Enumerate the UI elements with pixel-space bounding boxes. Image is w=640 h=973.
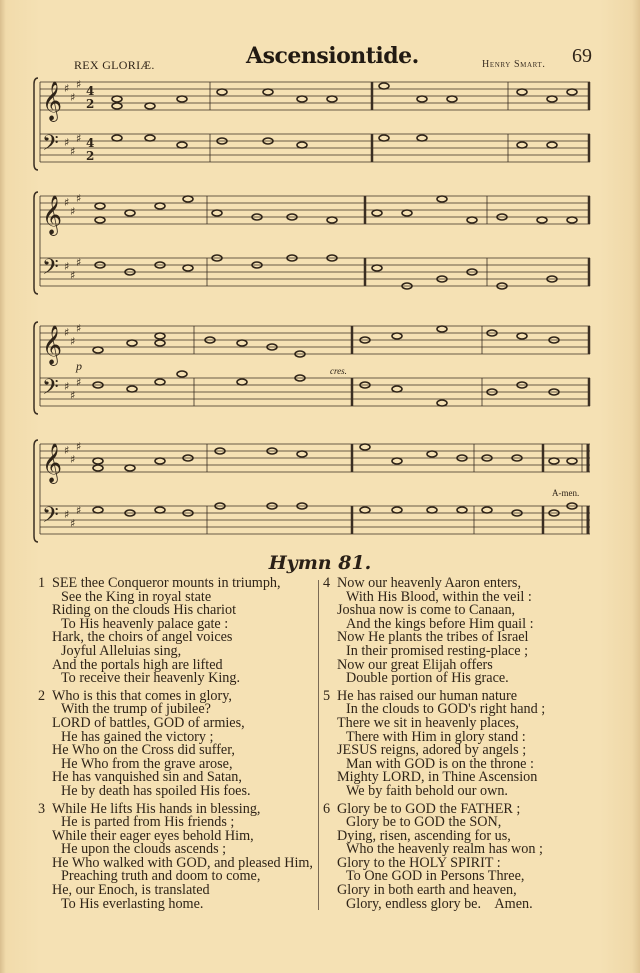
music-system-1 bbox=[32, 74, 597, 174]
dynamic-piano: p bbox=[76, 359, 82, 373]
verse-line: See the King in royal state bbox=[61, 588, 212, 605]
verse-line: To His everlasting home. bbox=[61, 895, 204, 912]
svg-text:𝄞: 𝄞 bbox=[42, 81, 63, 121]
svg-text:♯: ♯ bbox=[70, 145, 76, 158]
verse-4 bbox=[323, 577, 603, 686]
verse-line: Glory in both earth and heaven, bbox=[337, 882, 517, 899]
svg-text:𝄞: 𝄞 bbox=[42, 195, 63, 235]
verse-line: He has raised our human nature bbox=[337, 687, 518, 704]
svg-text:♯: ♯ bbox=[76, 78, 82, 91]
verse-line: He by death has spoiled His foes. bbox=[61, 782, 251, 799]
verse-line: And the kings before Him quail : bbox=[346, 615, 534, 632]
verses-right-column bbox=[323, 577, 603, 915]
svg-text:♯: ♯ bbox=[64, 196, 70, 209]
verse-line: And the portals high are lifted bbox=[52, 656, 223, 673]
verse-number: 3 bbox=[38, 800, 46, 817]
verse-line: To receive their heavenly King. bbox=[61, 670, 241, 687]
verse-line: Glory, endless glory be. Amen. bbox=[346, 895, 533, 912]
svg-text:♯: ♯ bbox=[70, 517, 76, 530]
verse-2 bbox=[38, 687, 318, 799]
verse-line: He Who on the Cross did suffer, bbox=[52, 742, 235, 759]
verse-line: Now He plants the tribes of Israel bbox=[337, 629, 529, 646]
svg-text:♯: ♯ bbox=[76, 132, 82, 145]
verse-line: With the trump of jubilee? bbox=[61, 701, 211, 718]
score-staff-icon bbox=[32, 318, 597, 418]
svg-text:2: 2 bbox=[86, 149, 95, 163]
verse-line: To One GOD in Persons Three, bbox=[346, 868, 525, 885]
score-staff-icon bbox=[32, 74, 597, 174]
score-staff-icon bbox=[32, 436, 597, 548]
composer-name: Henry Smart. bbox=[482, 59, 546, 70]
svg-text:𝄢: 𝄢 bbox=[42, 131, 59, 161]
svg-text:𝄢: 𝄢 bbox=[42, 503, 59, 533]
section-title: Ascensiontide. bbox=[246, 43, 419, 69]
verse-3 bbox=[38, 800, 318, 912]
verse-number: 5 bbox=[323, 687, 331, 704]
amen-text: A-men. bbox=[552, 488, 580, 498]
svg-text:♯: ♯ bbox=[70, 91, 76, 104]
music-system-4 bbox=[32, 436, 597, 548]
verse-line: Glory be to GOD the SON, bbox=[346, 814, 502, 831]
svg-text:♯: ♯ bbox=[70, 269, 76, 282]
verse-line: Man with GOD is on the throne : bbox=[346, 755, 534, 772]
svg-text:♯: ♯ bbox=[70, 453, 76, 466]
svg-text:♯: ♯ bbox=[64, 508, 70, 521]
svg-text:♯: ♯ bbox=[64, 82, 70, 95]
music-system-3 bbox=[32, 318, 597, 418]
svg-text:♯: ♯ bbox=[70, 389, 76, 402]
verse-line: Glory to the HOLY SPIRIT : bbox=[337, 854, 501, 871]
verse-line: Now our great Elijah offers bbox=[337, 656, 493, 673]
svg-text:𝄢: 𝄢 bbox=[42, 375, 59, 405]
svg-text:♯: ♯ bbox=[76, 440, 82, 453]
verse-line: SEE thee Conqueror mounts in triumph, bbox=[52, 575, 281, 591]
verse-line: Now our heavenly Aaron enters, bbox=[337, 575, 521, 591]
svg-text:𝄞: 𝄞 bbox=[42, 443, 63, 483]
svg-text:♯: ♯ bbox=[76, 192, 82, 205]
verse-line: There we sit in heavenly places, bbox=[337, 714, 519, 731]
svg-text:4: 4 bbox=[86, 136, 95, 150]
verse-line: Mighty LORD, in Thine Ascension bbox=[337, 769, 538, 786]
verse-number: 1 bbox=[38, 575, 46, 591]
verse-line: Hark, the choirs of angel voices bbox=[52, 629, 233, 646]
verse-line: In the clouds to GOD's right hand ; bbox=[346, 701, 546, 718]
verse-line: While He lifts His hands in blessing, bbox=[52, 800, 261, 817]
column-divider bbox=[318, 580, 319, 910]
verse-line: LORD of battles, GOD of armies, bbox=[52, 714, 245, 731]
score-staff-icon bbox=[32, 188, 597, 300]
svg-text:♯: ♯ bbox=[64, 260, 70, 273]
verse-6 bbox=[323, 800, 603, 912]
verse-line: Glory be to GOD the FATHER ; bbox=[337, 800, 521, 817]
verse-line: He Who from the grave arose, bbox=[61, 755, 233, 772]
svg-text:♯: ♯ bbox=[64, 326, 70, 339]
verse-line: Joshua now is come to Canaan, bbox=[337, 602, 516, 619]
svg-text:𝄢: 𝄢 bbox=[42, 255, 59, 285]
verse-line: Riding on the clouds His chariot bbox=[52, 602, 237, 619]
dynamic-crescendo: cres. bbox=[330, 366, 347, 376]
svg-text:4: 4 bbox=[86, 84, 95, 98]
verse-line: He upon the clouds ascends ; bbox=[61, 841, 227, 858]
svg-text:♯: ♯ bbox=[70, 205, 76, 218]
verse-line: He has gained the victory ; bbox=[61, 728, 214, 745]
verse-line: In their promised resting-place ; bbox=[346, 642, 529, 659]
verse-number: 4 bbox=[323, 575, 331, 591]
verse-line: He Who walked with GOD, and pleased Him, bbox=[52, 854, 313, 871]
page-header bbox=[0, 40, 640, 74]
verse-line: He is parted from His friends ; bbox=[61, 814, 235, 831]
verse-line: He, our Enoch, is translated bbox=[52, 882, 210, 899]
verse-number: 6 bbox=[323, 800, 331, 817]
svg-text:♯: ♯ bbox=[76, 256, 82, 269]
verse-line: While their eager eyes behold Him, bbox=[52, 827, 254, 844]
svg-text:♯: ♯ bbox=[70, 335, 76, 348]
svg-text:♯: ♯ bbox=[64, 444, 70, 457]
svg-text:♯: ♯ bbox=[64, 136, 70, 149]
svg-text:♯: ♯ bbox=[76, 376, 82, 389]
verse-1 bbox=[38, 577, 318, 686]
verse-line: There with Him in glory stand : bbox=[346, 728, 526, 745]
verse-line: With His Blood, within the veil : bbox=[346, 588, 532, 605]
verse-line: He has vanquished sin and Satan, bbox=[52, 769, 242, 786]
page-number: 69 bbox=[572, 45, 592, 67]
verse-line: Preaching truth and doom to come, bbox=[61, 868, 261, 885]
tune-name: REX GLORIÆ. bbox=[74, 58, 155, 72]
verse-line: Double portion of His grace. bbox=[346, 670, 509, 687]
svg-text:♯: ♯ bbox=[64, 380, 70, 393]
verse-line: Who the heavenly realm has won ; bbox=[346, 841, 543, 858]
hymn-title: Hymn 81. bbox=[268, 552, 372, 574]
verse-line: Dying, risen, ascending for us, bbox=[337, 827, 511, 844]
verses-left-column bbox=[38, 577, 318, 915]
music-system-2 bbox=[32, 188, 597, 300]
verse-5 bbox=[323, 687, 603, 799]
svg-text:♯: ♯ bbox=[76, 504, 82, 517]
verse-line: We by faith behold our own. bbox=[346, 782, 508, 799]
verse-line: To His heavenly palace gate : bbox=[61, 615, 229, 632]
svg-text:♯: ♯ bbox=[76, 322, 82, 335]
verse-line: JESUS reigns, adored by angels ; bbox=[337, 742, 527, 759]
verse-line: Who is this that comes in glory, bbox=[52, 687, 232, 704]
svg-text:𝄞: 𝄞 bbox=[42, 325, 63, 365]
verse-line: Joyful Alleluias sing, bbox=[61, 642, 182, 659]
verse-number: 2 bbox=[38, 687, 46, 704]
svg-text:2: 2 bbox=[86, 97, 95, 111]
